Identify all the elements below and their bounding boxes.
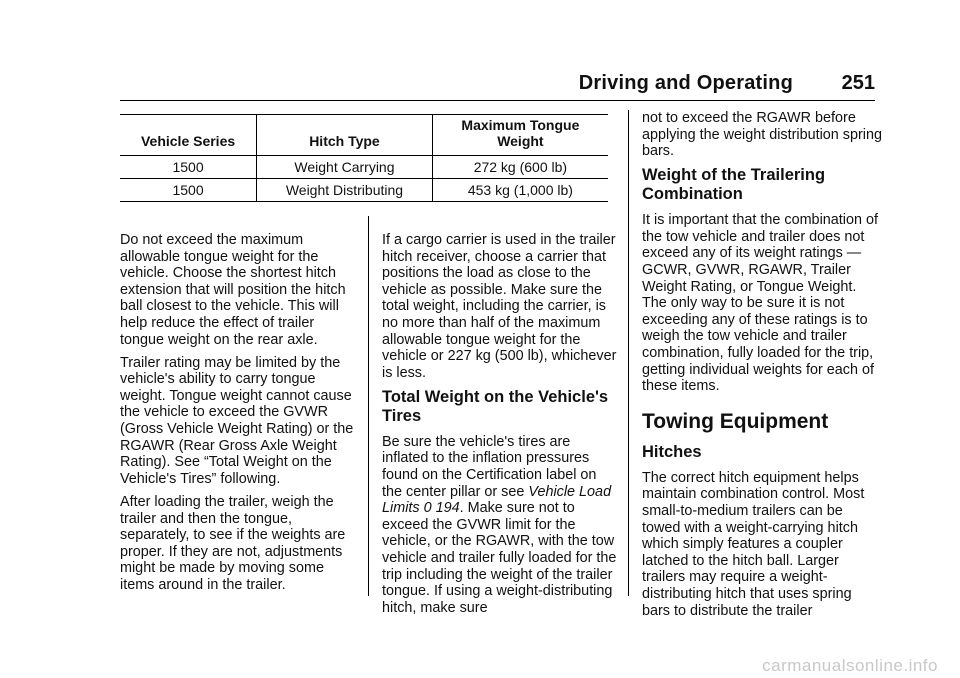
column-header-vehicle-series: Vehicle Series [120, 115, 257, 156]
paragraph: Trailer rating may be limited by the vehicle's ability to carry tongue weight. Tongue weight cannot cause the vehicle to exceed the GVWR (Gross Vehicle Weight Rating) or the RGAWR (Rear Gross Axle Weight Rating). See “Total Weight on the Vehicle's Tires” following. [120, 354, 354, 487]
paragraph: not to exceed the RGAWR before applying the weight distribution spring bars. [642, 110, 882, 160]
watermark: carmanualsonline.info [762, 656, 938, 675]
section-title: Driving and Operating [578, 72, 793, 94]
tongue-weight-table [120, 114, 608, 202]
paragraph-text: . Make sure not to exceed the GVWR limit for the vehicle, or the RGAWR, with the tow vehicle and trailer fully loaded for the trip including the weight of the trailer tongue. If using a weight-distributing hitch, make sure [382, 500, 617, 616]
heading-hitches: Hitches [642, 442, 702, 461]
page-number: 251 [841, 72, 875, 94]
paragraph-text: Be sure the vehicle's tires are inflated to the inflation pressures found on the Certification label on the center pillar or see [382, 433, 597, 500]
table-cell: 453 kg (1,000 lb) [432, 179, 608, 202]
paragraph: It is important that the combination of the tow vehicle and trailer does not exceed any of its weight ratings — GCWR, GVWR, RGAWR, Trailer Weight Rating, or Tongue Weight. The only way to be sure it is not exceeding any of these ratings is to weigh the tow vehicle and trailer combination, fully loaded for the trip, getting individual weights for each of these items. [642, 212, 878, 395]
table-cell: 272 kg (600 lb) [432, 156, 608, 179]
page-reference[interactable]: 0 194 [423, 500, 460, 517]
table-cell: 1500 [120, 179, 257, 202]
header-rule [120, 100, 875, 101]
page-header [120, 72, 875, 100]
table-header-row [120, 115, 608, 156]
table-cell: 1500 [120, 156, 257, 179]
text-column-2 [382, 232, 620, 623]
text-column-3 [642, 110, 882, 626]
table-row [120, 179, 608, 202]
column-divider [628, 110, 629, 596]
table-row [120, 156, 608, 179]
column-header-hitch-type: Hitch Type [257, 115, 433, 156]
heading-total-weight: Total Weight on the Vehicle's Tires [382, 387, 609, 425]
column-divider [368, 216, 369, 596]
paragraph: After loading the trailer, weigh the trailer and then the tongue, separately, to see if the weights are proper. If they are not, adjustments might be made by moving some items around in the trailer. [120, 493, 346, 593]
cross-reference-link[interactable]: Vehicle Load Limits [382, 483, 612, 517]
table-cell: Weight Carrying [257, 156, 433, 179]
paragraph: Do not exceed the maximum allowable tongue weight for the vehicle. Choose the shortest hitch extension that will position the hitch ball closest to the vehicle. This will help reduce the effect of trailer tongue weight on the rear axle. [120, 232, 346, 348]
heading-towing-equipment: Towing Equipment [642, 409, 829, 433]
paragraph: If a cargo carrier is used in the trailer hitch receiver, choose a carrier that positions the load as close to the vehicle as possible. Make sure the total weight, including the carrier, is no more than half of the maximum allowable tongue weight for the vehicle or 227 kg (500 lb), whichever is less. [382, 232, 617, 381]
table-cell: Weight Distributing [257, 179, 433, 202]
text-column-1 [120, 232, 358, 600]
column-header-max-tongue-weight: Maximum Tongue Weight [432, 115, 608, 156]
heading-trailering-combination: Weight of the Trailering Combination [642, 166, 826, 204]
paragraph [382, 434, 620, 617]
paragraph: The correct hitch equipment helps maintain combination control. Most small-to-medium trailers can be towed with a weight-carrying hitch which simply features a coupler latched to the hitch ball. Larger trailers may require a weight-distributing hitch that uses spring bars to distribute the trailer [642, 469, 865, 619]
